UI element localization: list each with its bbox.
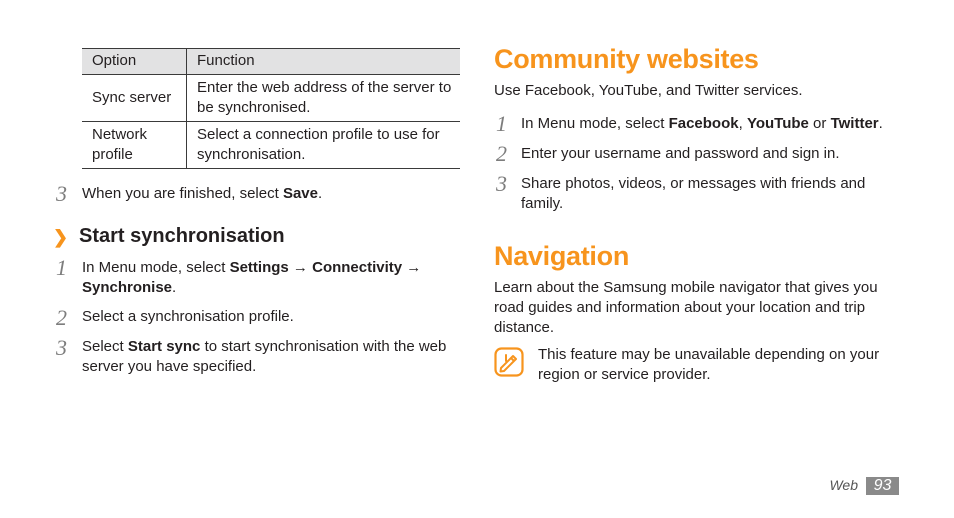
step-finish-text: [82, 184, 462, 204]
step-text: ,: [738, 115, 747, 132]
table-cell-function: Select a connection profile to use for synchronisation.: [187, 122, 461, 169]
step-text: to start synchronisation with the web server you have specified.: [82, 338, 447, 375]
table-header-row: [82, 49, 460, 75]
menu-connectivity: Connectivity: [312, 259, 403, 276]
footer-section: Web: [829, 477, 858, 493]
table-header-option: Option: [82, 49, 187, 75]
step-text: .: [878, 115, 883, 132]
step-text: .: [318, 185, 323, 202]
page-number: 93: [866, 477, 899, 495]
step-number: 2: [56, 305, 67, 330]
step-number: 1: [496, 111, 507, 136]
step-number: 3: [496, 171, 507, 196]
navigation-title: Navigation: [494, 241, 630, 271]
youtube-label: YouTube: [746, 115, 809, 132]
menu-settings: Settings: [229, 259, 289, 276]
step-number: 3: [56, 181, 67, 206]
community-title: Community websites: [494, 44, 759, 74]
table-row: [82, 122, 460, 169]
note-pencil-icon: [494, 347, 524, 377]
table-row: [82, 75, 460, 122]
table-header-function: Function: [187, 49, 461, 75]
navigation-intro: Learn about the Samsung mobile navigator that gives you road guides and information about your location and trip distance.: [494, 279, 878, 336]
step-number: 2: [496, 141, 507, 166]
section-heading: Start synchronisation: [79, 225, 285, 247]
step-2-text: Select a synchronisation profile.: [82, 308, 294, 325]
table-cell-option: Network profile: [82, 122, 187, 169]
step-3-text: [82, 337, 462, 377]
step-text: or: [808, 115, 831, 132]
step-1-text: [82, 258, 452, 298]
step-text: .: [172, 279, 177, 296]
arrow-separator: →: [402, 259, 422, 276]
step-number: 3: [56, 335, 67, 360]
table-cell-function: Enter the web address of the server to be synchronised.: [187, 75, 461, 122]
step-text: In Menu mode, select: [82, 259, 230, 276]
menu-synchronise: Synchronise: [82, 279, 173, 296]
community-step-2: Enter your username and password and sign in.: [521, 145, 840, 162]
section-arrow-icon: ❯: [53, 227, 69, 247]
community-step-1: [521, 114, 921, 134]
community-intro: Use Facebook, YouTube, and Twitter services.: [494, 82, 803, 99]
options-table: [82, 48, 460, 169]
step-number: 1: [56, 255, 67, 280]
step-text: Select: [82, 338, 128, 355]
step-text: When you are finished, select: [82, 185, 283, 202]
twitter-label: Twitter: [830, 115, 879, 132]
step-text: In Menu mode, select: [521, 115, 669, 132]
community-step-3: Share photos, videos, or messages with friends and family.: [521, 175, 866, 212]
arrow-separator: →: [288, 259, 313, 276]
table-cell-option: Sync server: [82, 75, 187, 122]
navigation-note: This feature may be unavailable depending on your region or service provider.: [538, 346, 880, 383]
save-label: Save: [282, 185, 318, 202]
facebook-label: Facebook: [668, 115, 739, 132]
start-sync-label: Start sync: [127, 338, 201, 355]
